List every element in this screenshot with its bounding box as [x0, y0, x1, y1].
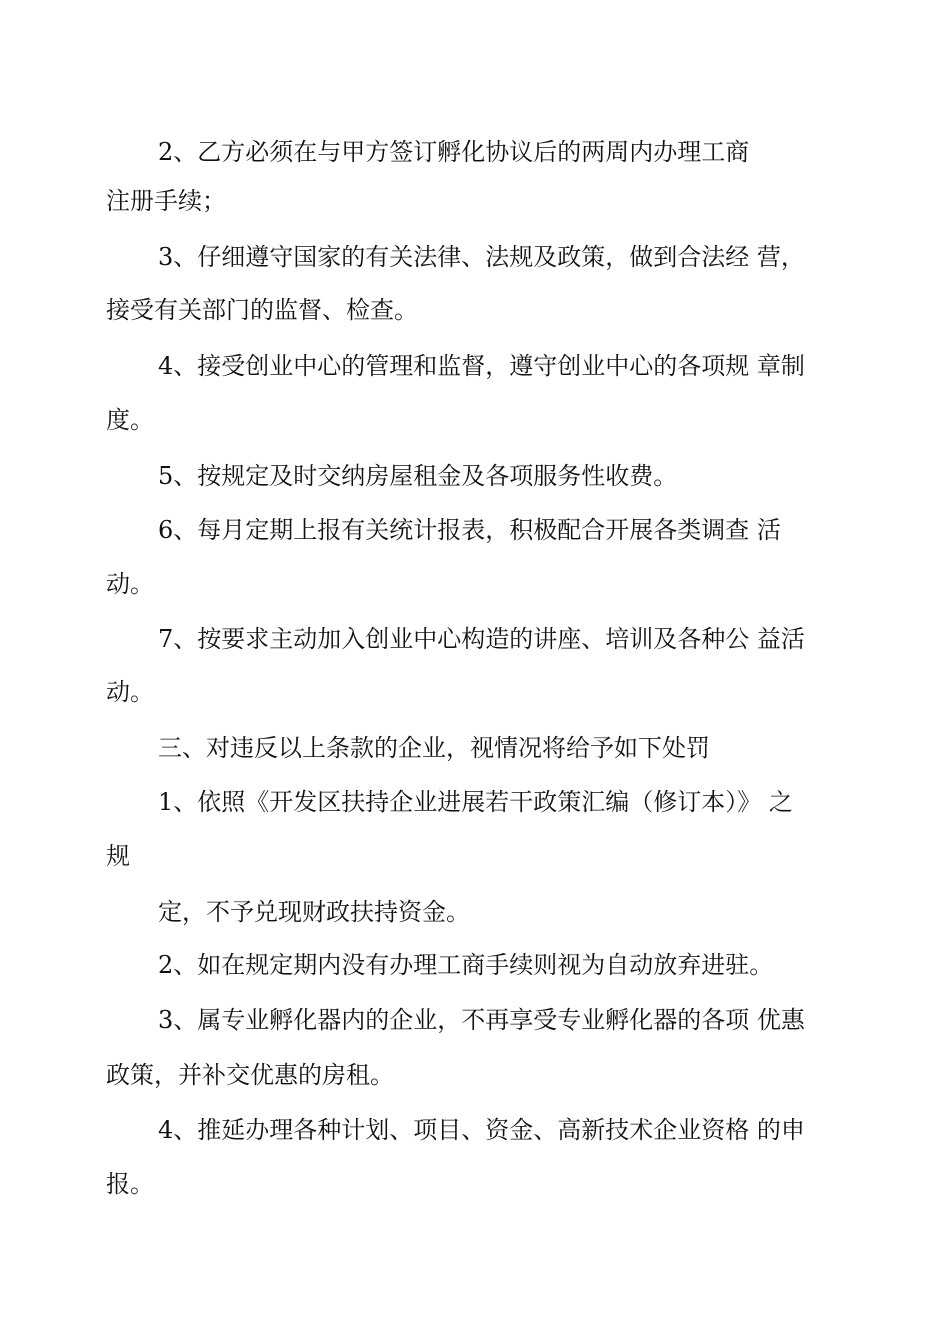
- text-line: 定，不予兑现财政扶持资金。: [158, 898, 470, 926]
- text-line: 6、每月定期上报有关统计报表，积极配合开展各类调查 活: [158, 516, 781, 544]
- text-line: 5、按规定及时交纳房屋租金及各项服务性收费。: [158, 462, 678, 490]
- text-line: 2、如在规定期内没有办理工商手续则视为自动放弃进驻。: [158, 951, 774, 979]
- text-line: 4、推延办理各种计划、项目、资金、高新技术企业资格 的申: [158, 1116, 805, 1144]
- text-line: 4、接受创业中心的管理和监督，遵守创业中心的各项规 章制: [158, 352, 805, 380]
- text-line: 政策，并补交优惠的房租。: [106, 1061, 394, 1089]
- section-heading: 三、对违反以上条款的企业，视情况将给予如下处罚: [158, 734, 710, 762]
- text-line: 度。: [106, 406, 154, 434]
- text-line: 注册手续；: [106, 187, 226, 215]
- text-line: 1、依照《开发区扶持企业进展若干政策汇编（修订本）》 之: [158, 788, 793, 816]
- text-line: 3、仔细遵守国家的有关法律、法规及政策，做到合法经 营，: [158, 243, 805, 271]
- text-line: 3、属专业孵化器内的企业，不再享受专业孵化器的各项 优惠: [158, 1006, 805, 1034]
- text-line: 报。: [106, 1170, 154, 1198]
- text-line: 接受有关部门的监督、检查。: [106, 296, 418, 324]
- text-line: 动。: [106, 678, 154, 706]
- text-line: 动。: [106, 570, 154, 598]
- text-line: 7、按要求主动加入创业中心构造的讲座、培训及各种公 益活: [158, 625, 805, 653]
- text-line: 规: [106, 842, 130, 870]
- text-line: 2、乙方必须在与甲方签订孵化协议后的两周内办理工商: [158, 138, 750, 166]
